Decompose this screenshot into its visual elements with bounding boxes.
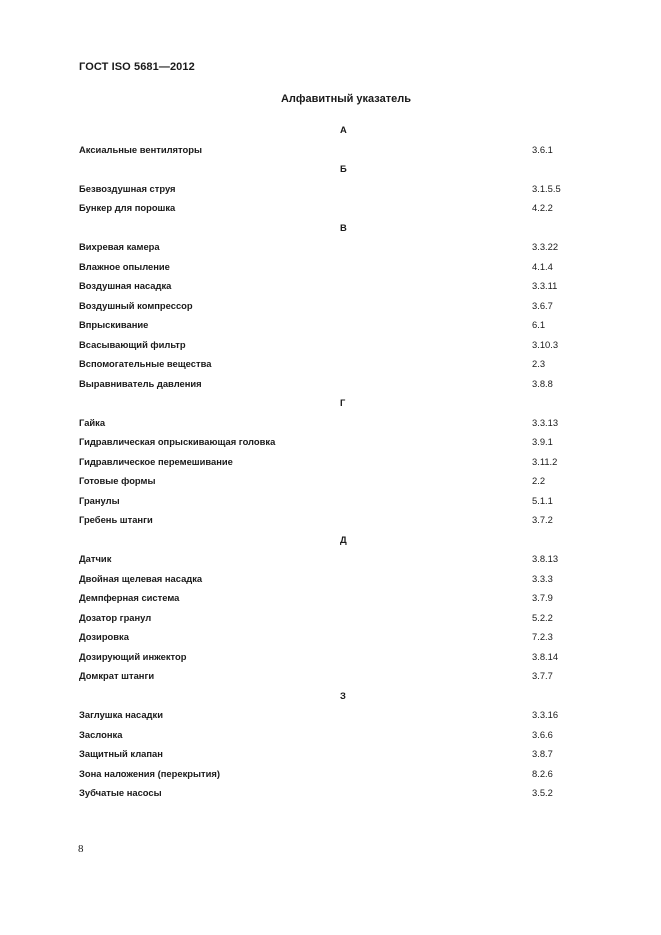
index-entry <box>79 568 579 588</box>
index-entry <box>79 470 579 490</box>
index-entry <box>79 139 579 159</box>
index-reference: 3.8.13 <box>532 553 559 564</box>
index-term: Гайка <box>79 416 106 428</box>
index-term: Гидравлическое перемешивание <box>79 455 233 467</box>
index-term: Датчик <box>79 553 112 564</box>
index-reference: 5.2.2 <box>532 611 553 623</box>
index-letter-heading <box>79 119 579 139</box>
index-reference: 3.3.16 <box>532 709 559 720</box>
index-reference: 4.2.2 <box>532 202 553 213</box>
letter-label: Б <box>340 163 347 174</box>
index-letter-heading <box>79 158 579 178</box>
index-reference: 3.6.1 <box>532 143 553 155</box>
index-entry <box>79 256 579 276</box>
index-reference: 7.2.3 <box>532 631 553 642</box>
index-term: Зона наложения (перекрытия) <box>79 767 220 779</box>
index-entry <box>79 607 579 627</box>
index-term: Вспомогательные вещества <box>79 358 212 369</box>
index-entry <box>79 704 579 724</box>
index-reference: 3.8.7 <box>532 748 553 759</box>
index-reference: 3.6.6 <box>532 728 553 740</box>
index-reference: 5.1.1 <box>532 494 553 506</box>
index-term: Двойная щелевая насадка <box>79 572 203 584</box>
index-term: Выравниватель давления <box>79 377 202 389</box>
index-reference: 3.8.8 <box>532 377 553 389</box>
index-term: Бункер для порошка <box>79 202 176 213</box>
index-term: Гидравлическая опрыскивающая головка <box>79 436 276 447</box>
index-reference: 2.2 <box>532 475 546 486</box>
index-reference: 3.9.1 <box>532 436 553 447</box>
letter-label: З <box>340 689 346 701</box>
index-entry <box>79 626 579 646</box>
index-entry <box>79 197 579 217</box>
index-term: Гребень штанги <box>79 514 153 525</box>
index-term: Воздушная насадка <box>79 280 172 291</box>
index-entry <box>79 763 579 783</box>
index-term: Готовые формы <box>79 475 156 486</box>
index-entry <box>79 236 579 256</box>
index-entry <box>79 178 579 198</box>
document-code: ГОСТ ISO 5681—2012 <box>79 61 195 73</box>
page-number: 8 <box>78 843 84 855</box>
index-term: Дозатор гранул <box>79 611 152 623</box>
index-entry <box>79 431 579 451</box>
index-entry <box>79 743 579 763</box>
index-term: Вихревая камера <box>79 241 160 252</box>
index-reference: 3.7.9 <box>532 592 553 603</box>
index-term: Аксиальные вентиляторы <box>79 143 202 155</box>
index-letter-heading <box>79 392 579 412</box>
index-term: Заглушка насадки <box>79 709 163 720</box>
index-entry <box>79 509 579 529</box>
letter-label: Д <box>340 533 347 545</box>
index-entry <box>79 334 579 354</box>
index-reference: 3.3.11 <box>532 280 558 291</box>
index-term: Зубчатые насосы <box>79 787 162 798</box>
index-entry <box>79 451 579 471</box>
index-reference: 3.10.3 <box>532 338 559 350</box>
index-term: Дозировка <box>79 631 129 642</box>
index-entry <box>79 665 579 685</box>
index-reference: 3.3.13 <box>532 416 559 428</box>
index-entry <box>79 646 579 666</box>
index-term: Впрыскивание <box>79 319 149 330</box>
index-term: Гранулы <box>79 494 120 506</box>
index-entry <box>79 412 579 432</box>
index-term: Воздушный компрессор <box>79 299 193 311</box>
index-letter-heading <box>79 217 579 237</box>
index-term: Влажное опыление <box>79 260 170 272</box>
letter-label: А <box>340 124 347 135</box>
index-reference: 4.1.4 <box>532 260 553 272</box>
index-title: Алфавитный указатель <box>280 93 411 105</box>
index-reference: 3.7.7 <box>532 670 553 681</box>
index-entry <box>79 275 579 295</box>
index-reference: 3.3.3 <box>532 572 553 584</box>
index-term: Безвоздушная струя <box>79 182 176 194</box>
index-term: Заслонка <box>79 728 123 740</box>
index-letter-heading <box>79 529 579 549</box>
alphabetical-index <box>79 119 579 802</box>
index-reference: 6.1 <box>532 319 546 330</box>
index-reference: 2.3 <box>532 358 546 369</box>
index-term: Всасывающий фильтр <box>79 338 186 350</box>
index-reference: 3.5.2 <box>532 787 553 798</box>
index-entry <box>79 295 579 315</box>
index-term: Защитный клапан <box>79 748 163 759</box>
index-entry <box>79 587 579 607</box>
index-entry <box>79 373 579 393</box>
index-reference: 3.3.22 <box>532 241 559 252</box>
index-reference: 3.7.2 <box>532 514 553 525</box>
index-entry <box>79 782 579 802</box>
index-reference: 3.6.7 <box>532 299 553 311</box>
index-entry <box>79 548 579 568</box>
index-entry <box>79 314 579 334</box>
index-entry <box>79 353 579 373</box>
index-letter-heading <box>79 685 579 705</box>
letter-label: В <box>340 221 347 233</box>
index-term: Домкрат штанги <box>79 670 155 681</box>
index-entry <box>79 490 579 510</box>
letter-label: Г <box>340 397 346 408</box>
index-term: Демпферная система <box>79 592 180 603</box>
index-entry <box>79 724 579 744</box>
index-reference: 3.8.14 <box>532 650 559 662</box>
index-term: Дозирующий инжектор <box>79 650 187 662</box>
index-reference: 8.2.6 <box>532 767 553 779</box>
index-reference: 3.1.5.5 <box>532 182 561 194</box>
index-reference: 3.11.2 <box>532 455 558 467</box>
